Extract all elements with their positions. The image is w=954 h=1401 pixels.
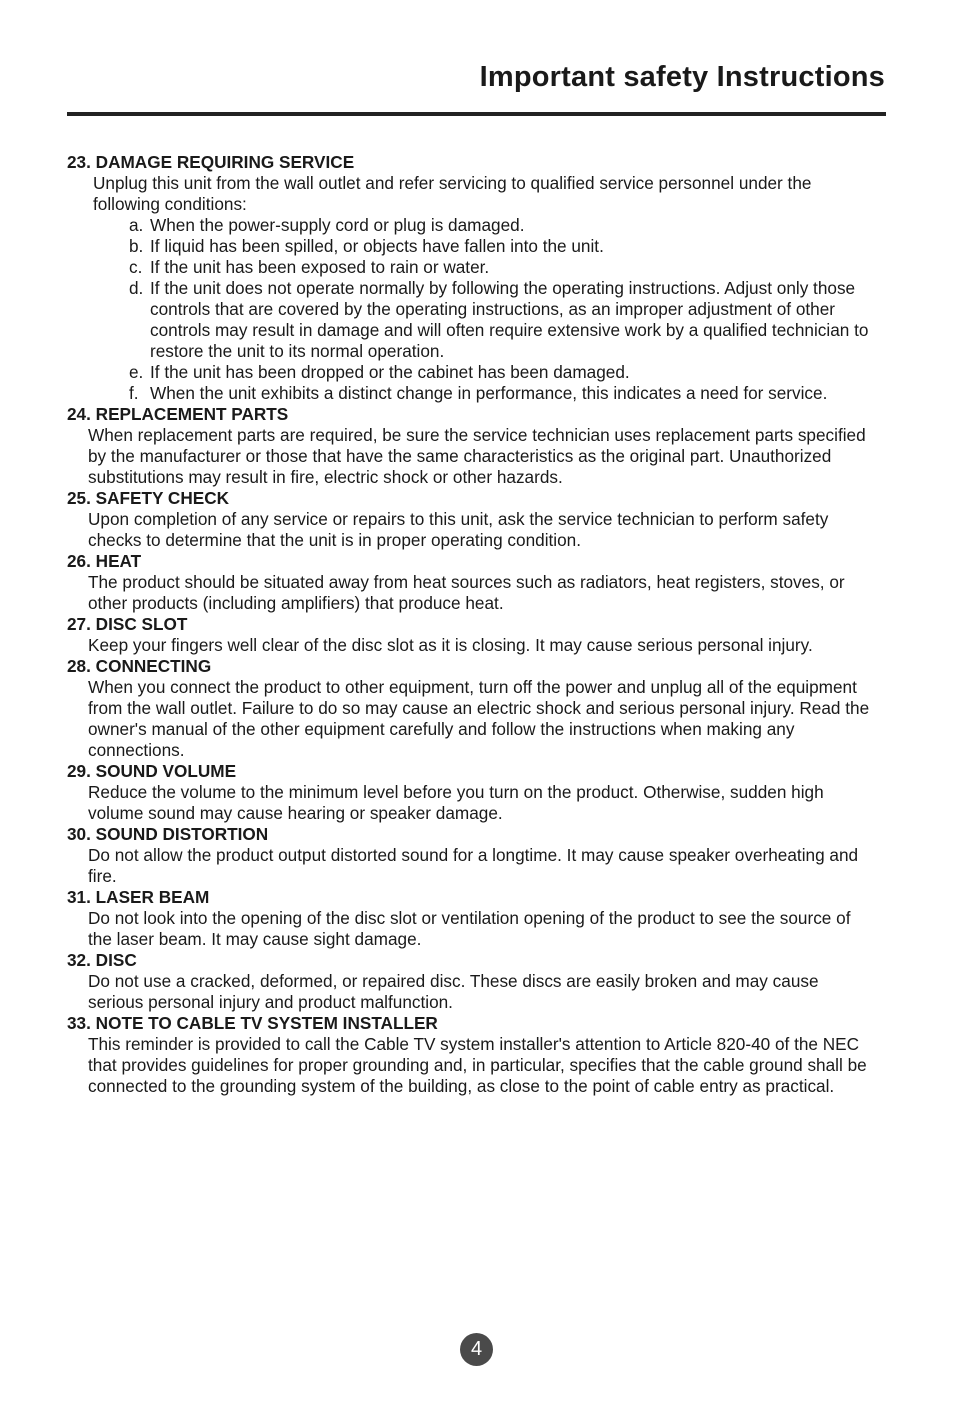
list-item [67,215,877,236]
section-heading: 24. REPLACEMENT PARTS [67,404,289,424]
page-title: Important safety Instructions [479,61,885,93]
section-32 [67,950,877,1013]
list-item [67,257,877,278]
instructions-content [67,152,877,1097]
list-item [67,278,877,362]
section-body: When you connect the product to other equipment, turn off the power and unplug all of the equipment from the wall outlet. Failure to do so may cause an electric shock and serious personal injury. Read the owner's manual of the other equipment carefully and follow the instructions when making any connections. [88,677,870,760]
section-heading: 31. LASER BEAM [67,887,210,907]
list-marker: e. [129,362,144,382]
list-marker: a. [129,215,144,235]
section-33 [67,1013,877,1097]
list-item [67,383,877,404]
section-heading: 29. SOUND VOLUME [67,761,237,781]
section-29 [67,761,877,824]
section-31 [67,887,877,950]
conditions-list [67,215,877,404]
list-marker: f. [129,383,139,403]
section-heading: 27. DISC SLOT [67,614,188,634]
section-heading: 23. DAMAGE REQUIRING SERVICE [67,152,355,172]
page-number-badge: 4 [460,1333,493,1366]
section-body: Upon completion of any service or repairs to this unit, ask the service technician to perform safety checks to determine that the unit is in proper operating condition. [88,509,829,550]
section-heading: 32. DISC [67,950,137,970]
list-item-text: If the unit does not operate normally by following the operating instructions. Adjust only those controls that are covered by the operating instructions, as an improper adjustment of other controls may result in damage and will often require extensive work by a qualified technician to restore the unit to its normal operation. [150,278,869,361]
section-26 [67,551,877,614]
list-item-text: When the power-supply cord or plug is damaged. [150,215,525,235]
section-body: Unplug this unit from the wall outlet and refer servicing to qualified service personnel under the following conditions: [93,173,812,214]
section-heading: 28. CONNECTING [67,656,212,676]
header-divider [67,112,886,116]
section-23 [67,152,877,404]
section-body: When replacement parts are required, be sure the service technician uses replacement parts specified by the manufacturer or those that have the same characteristics as the original part. Unauthorized substitutions may result in fire, electric shock or other hazards. [88,425,866,487]
section-heading: 33. NOTE TO CABLE TV SYSTEM INSTALLER [67,1013,438,1033]
section-27 [67,614,877,656]
section-30 [67,824,877,887]
section-body: This reminder is provided to call the Cable TV system installer's attention to Article 820-40 of the NEC that provides guidelines for proper grounding and, in particular, specifies that the cable ground shall be connected to the grounding system of the building, as close to the point of cable entry as practical. [88,1034,867,1096]
section-24 [67,404,877,488]
section-body: Do not use a cracked, deformed, or repaired disc. These discs are easily broken and may cause serious personal injury and product malfunction. [88,971,819,1012]
section-heading: 26. HEAT [67,551,142,571]
list-marker: d. [129,278,144,298]
list-marker: c. [129,257,143,277]
list-item-text: If liquid has been spilled, or objects have fallen into the unit. [150,236,604,256]
list-item [67,236,877,257]
section-body: Reduce the volume to the minimum level before you turn on the product. Otherwise, sudden high volume sound may cause hearing or speaker damage. [88,782,824,823]
list-item-text: If the unit has been dropped or the cabinet has been damaged. [150,362,630,382]
section-25 [67,488,877,551]
section-body: Do not look into the opening of the disc slot or ventilation opening of the product to see the source of the laser beam. It may cause sight damage. [88,908,851,949]
section-body: Keep your fingers well clear of the disc slot as it is closing. It may cause serious personal injury. [88,635,813,655]
section-heading: 30. SOUND DISTORTION [67,824,269,844]
list-item [67,362,877,383]
list-item-text: When the unit exhibits a distinct change in performance, this indicates a need for service. [150,383,828,403]
list-item-text: If the unit has been exposed to rain or water. [150,257,490,277]
section-body: Do not allow the product output distorted sound for a longtime. It may cause speaker overheating and fire. [88,845,859,886]
list-marker: b. [129,236,144,256]
section-28 [67,656,877,761]
section-body: The product should be situated away from heat sources such as radiators, heat registers, stoves, or other products (including amplifiers) that produce heat. [88,572,845,613]
section-heading: 25. SAFETY CHECK [67,488,230,508]
